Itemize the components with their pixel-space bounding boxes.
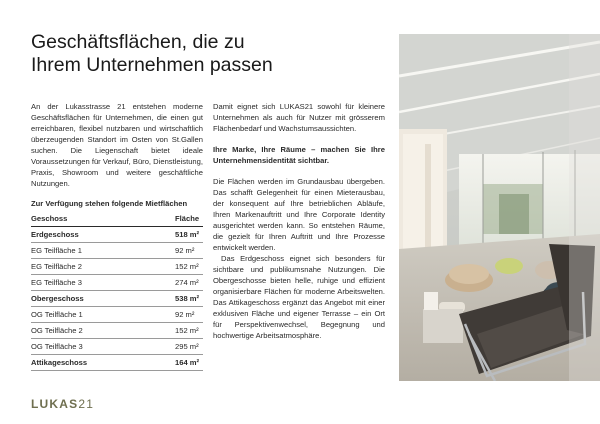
logo-number: 21 bbox=[78, 397, 95, 411]
logo-brand: LUKAS bbox=[31, 397, 79, 411]
row-value: 92 m² bbox=[173, 243, 203, 259]
office-interior-photo bbox=[399, 34, 600, 381]
table-row bbox=[31, 243, 203, 259]
subheading-brand: Ihre Marke, Ihre Räume – machen Sie Ihre Unternehmensidentität sichtbar. bbox=[213, 145, 385, 165]
row-label: EG Teilfläche 2 bbox=[31, 259, 173, 275]
row-label: EG Teilfläche 3 bbox=[31, 275, 173, 291]
row-label: Obergeschoss bbox=[31, 291, 173, 307]
table-row bbox=[31, 275, 203, 291]
header-area: Fläche bbox=[173, 211, 203, 227]
title-line-1: Geschäftsflächen, die zu bbox=[31, 31, 245, 53]
row-value: 518 m² bbox=[173, 227, 203, 243]
page-title bbox=[31, 31, 391, 77]
header-floor: Geschoss bbox=[31, 211, 173, 227]
table-heading: Zur Verfügung stehen folgende Mietflächen bbox=[31, 199, 188, 208]
middle-column bbox=[213, 101, 385, 351]
row-value: 274 m² bbox=[173, 275, 203, 291]
row-value: 92 m² bbox=[173, 307, 203, 323]
paragraph-fit-out: Die Flächen werden im Grundausbau übergeben. Das schafft Gelegenheit für einen Mieterausbau, der konsequent auf Ihre betrieblichen Abläufe, Ihren Markenauftritt und Ihre Corporate Identity ausgerichtet werden kann. So entstehen Räume, die gezielt für Ihren Auftritt und Ihre Prozesse entwickelt werden. bbox=[213, 177, 385, 252]
table-row bbox=[31, 291, 203, 307]
paragraph-floors: Das Erdgeschoss eignet sich besonders für sichtbare und publikumsnahe Nutzungen. Die Obergeschosse bieten helle, ruhige und effizient organisierbare Flächen für moderne Arbeitswelten. Das Attikageschoss ergänzt das Angebot mit einer exklusiven Fläche und eigener Terrasse – ein Ort für Perspektivenwechsel, Begegnung und hochwertige Arbeitsatmosphäre. bbox=[213, 254, 385, 340]
table-row bbox=[31, 227, 203, 243]
row-label: Attikageschoss bbox=[31, 355, 173, 371]
table-row bbox=[31, 323, 203, 339]
lukas21-logo bbox=[31, 397, 94, 411]
title-line-2: Ihrem Unternehmen passen bbox=[31, 54, 273, 76]
intro-paragraph: An der Lukasstrasse 21 entstehen moderne Geschäftsflächen für Unternehmen, die einen gut erreichbaren, flexibel nutzbaren und wirtschaftlich überzeugenden Standort im Osten von St.Gallen suchen. Die Liegenschaft bietet ideale Voraussetzungen für Verkauf, Büro, Dienstleistung, Praxis, Showroom und weitere geschäftliche Nutzungen. bbox=[31, 102, 203, 188]
row-value: 295 m² bbox=[173, 339, 203, 355]
row-label: OG Teilfläche 1 bbox=[31, 307, 173, 323]
row-label: OG Teilfläche 3 bbox=[31, 339, 173, 355]
row-label: OG Teilfläche 2 bbox=[31, 323, 173, 339]
row-value: 152 m² bbox=[173, 259, 203, 275]
paragraph-target-users: Damit eignet sich LUKAS21 sowohl für kleinere Unternehmen als auch für Nutzer mit grösserem Flächenbedarf und Wachstumsaussichten. bbox=[213, 102, 385, 133]
table-row bbox=[31, 355, 203, 371]
row-value: 538 m² bbox=[173, 291, 203, 307]
table-row bbox=[31, 259, 203, 275]
row-label: Erdgeschoss bbox=[31, 227, 173, 243]
rental-area-table bbox=[31, 211, 203, 371]
table-row bbox=[31, 339, 203, 355]
table-header-row bbox=[31, 211, 203, 227]
row-value: 164 m² bbox=[173, 355, 203, 371]
table-row bbox=[31, 307, 203, 323]
row-label: EG Teilfläche 1 bbox=[31, 243, 173, 259]
left-column bbox=[31, 101, 203, 371]
row-value: 152 m² bbox=[173, 323, 203, 339]
